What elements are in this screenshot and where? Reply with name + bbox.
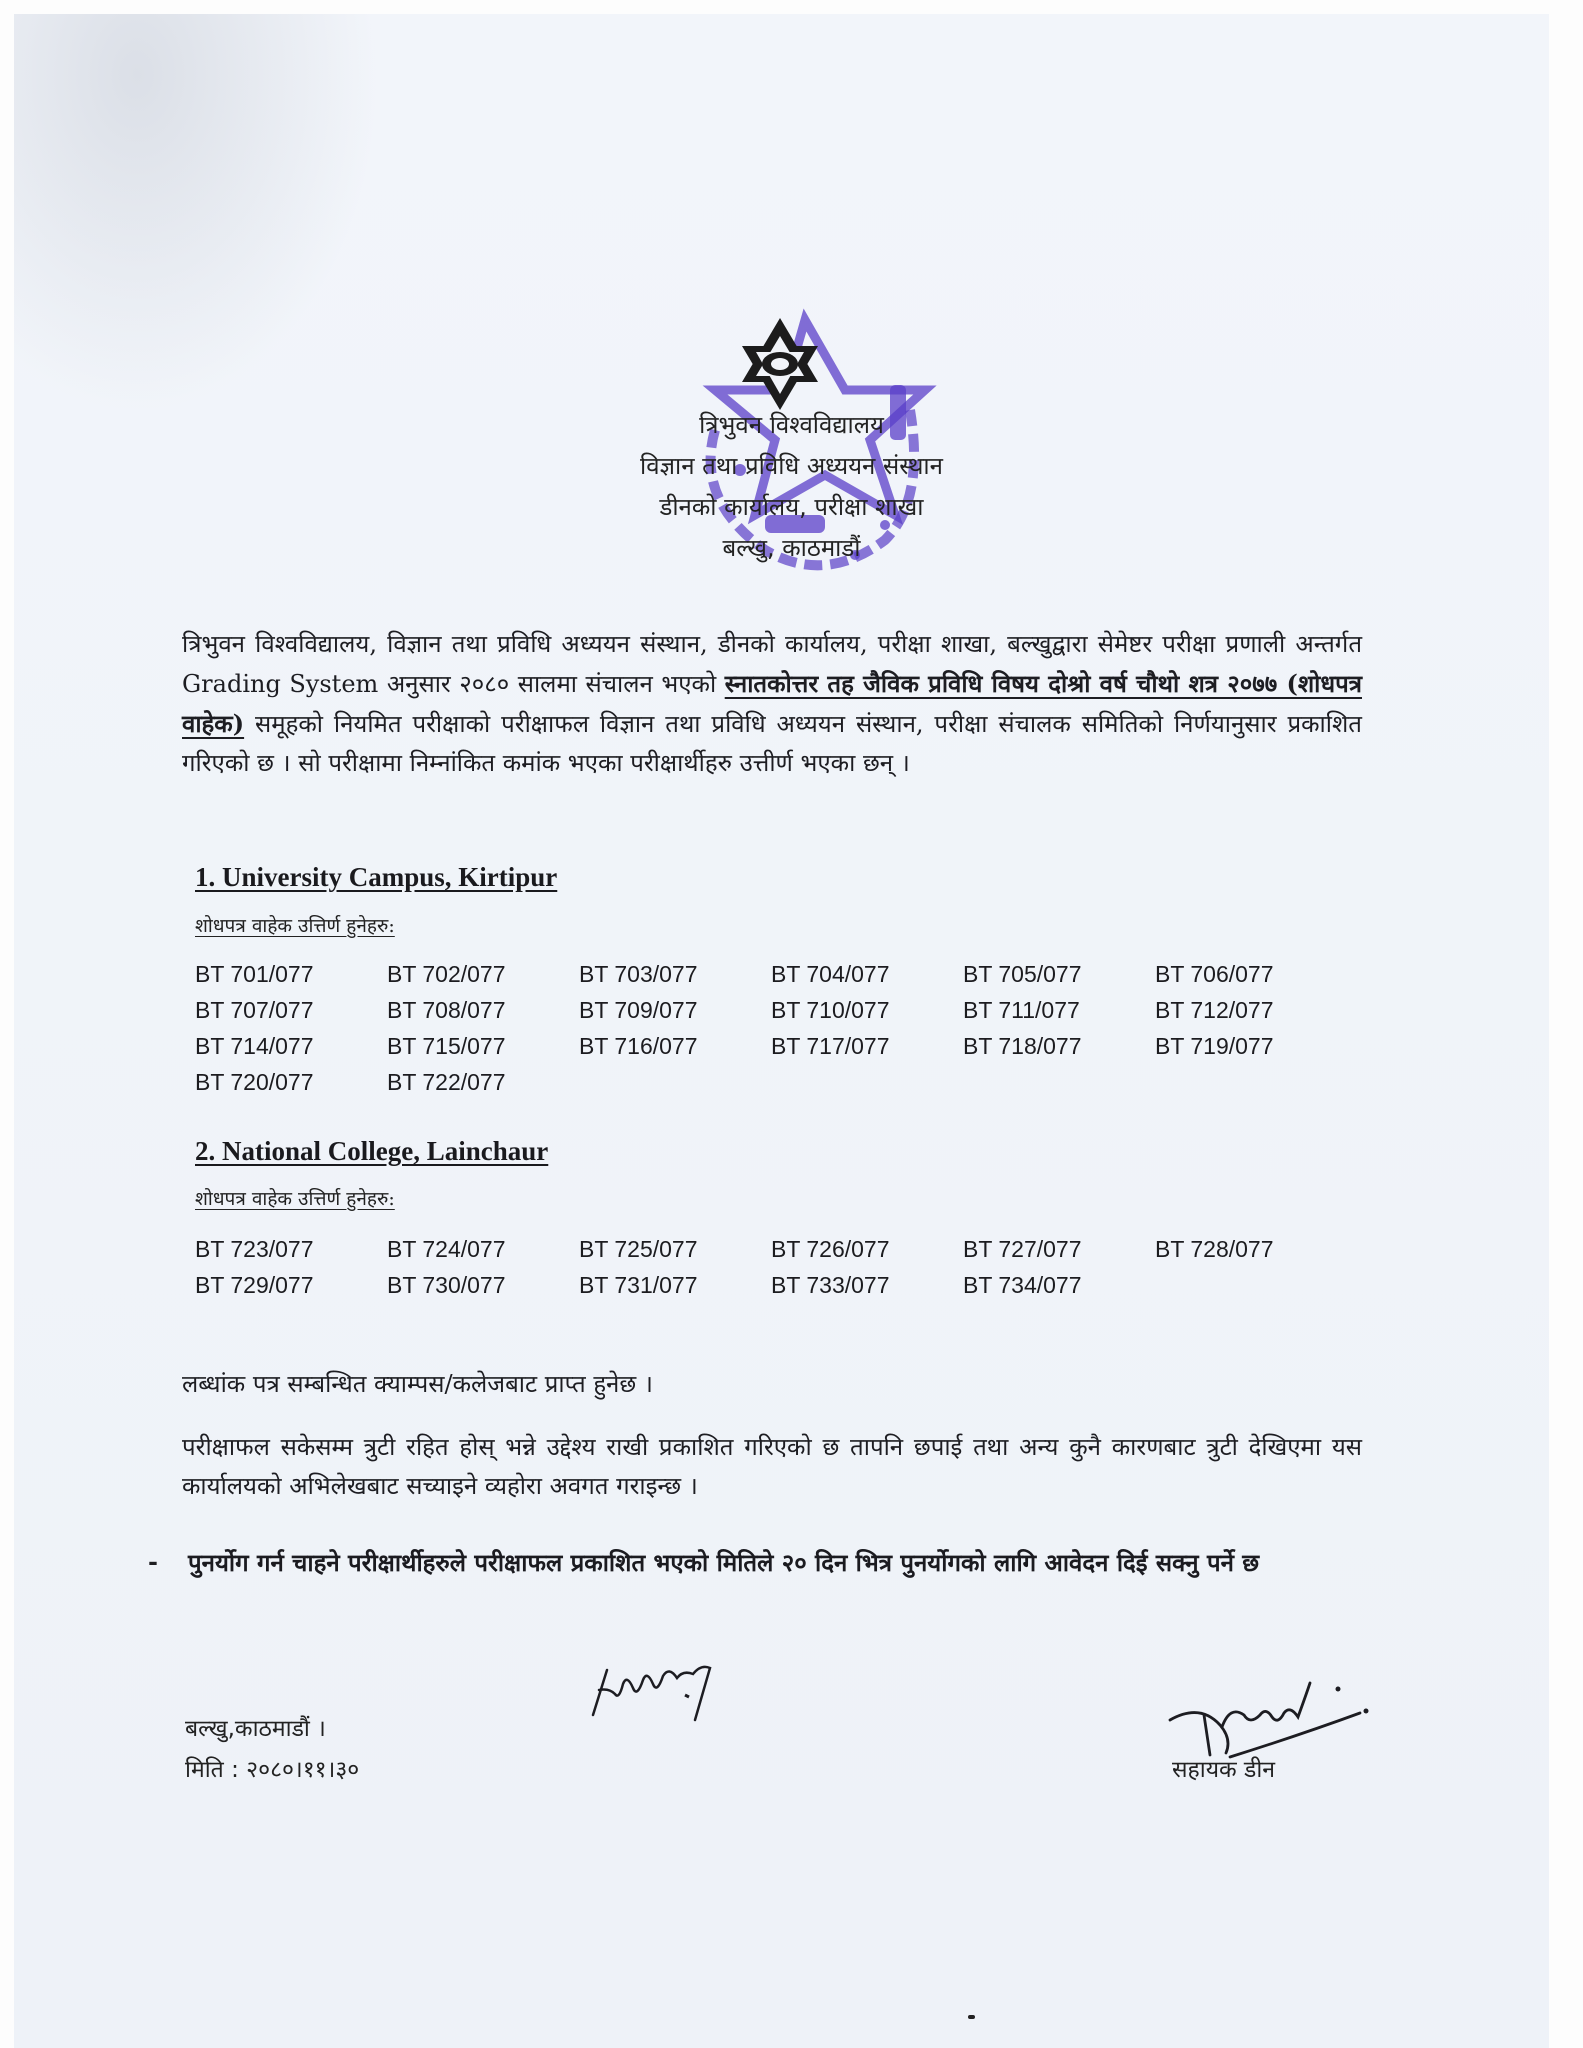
roll-number: BT 719/077	[1155, 1033, 1274, 1059]
roll-number: BT 723/077	[195, 1236, 314, 1262]
place-label: बल्खु,काठमाडौं ।	[185, 1716, 326, 1742]
roll-number: BT 727/077	[963, 1236, 1082, 1262]
roll-number: BT 717/077	[771, 1033, 890, 1059]
roll-number: BT 728/077	[1155, 1236, 1274, 1262]
roll-number: BT 706/077	[1155, 961, 1274, 987]
roll-number: BT 722/077	[387, 1069, 506, 1095]
roll-number: BT 720/077	[195, 1069, 314, 1095]
roll-number: BT 710/077	[771, 997, 890, 1023]
roll-number: BT 724/077	[387, 1236, 506, 1262]
header-university: त्रिभुवन विश्वविद्यालय	[699, 411, 884, 439]
section-title-national-college: 2. National College, Lainchaur	[195, 1136, 549, 1166]
intro-text-2: समूहको नियमित परीक्षाको परीक्षाफल विज्ञान तथा प्रविधि अध्ययन संस्थान, परीक्षा संचालक समितिको निर्णयानुसार प्रकाशित गरिएको छ । सो परीक्षामा निम्नांकित कमांक भएका परीक्षार्थीहरु उत्तीर्ण भएका छन् ।	[182, 710, 1362, 777]
roll-number: BT 701/077	[195, 961, 314, 987]
scan-speck	[968, 2015, 975, 2019]
date-label: मिति : २०८०।११।३०	[185, 1757, 360, 1783]
roll-number: BT 703/077	[579, 961, 698, 987]
header-office: डीनको कार्यालय, परीक्षा शाखा	[659, 493, 924, 521]
header-address: बल्खु, काठमाडौं	[722, 534, 861, 562]
roll-number: BT 725/077	[579, 1236, 698, 1262]
disclaimer-note: परीक्षाफल सकेसम्म त्रुटी रहित होस् भन्ने उद्देश्य राखी प्रकाशित गरिएको छ तापनि छपाई तथा अन्य कुनै कारणबाट त्रुटी देखिएमा यस कार्यालयको अभिलेखबाट सच्याइने व्यहोरा अवगत गराइन्छ ।	[182, 1433, 1362, 1500]
roll-number: BT 716/077	[579, 1033, 698, 1059]
section-subheading: शोधपत्र वाहेक उत्तिर्ण हुनेहरु:	[195, 1188, 395, 1210]
roll-number: BT 718/077	[963, 1033, 1082, 1059]
roll-number: BT 734/077	[963, 1272, 1082, 1298]
roll-list-national-college	[195, 1235, 1345, 1299]
intro-paragraph	[182, 625, 1362, 783]
signatory-title: सहायक डीन	[1172, 1757, 1276, 1783]
roll-number: BT 733/077	[771, 1272, 890, 1298]
roll-number: BT 708/077	[387, 997, 506, 1023]
bullet-dash: -	[148, 1547, 158, 1576]
roll-number: BT 707/077	[195, 997, 314, 1023]
retotal-note: पुनर्योग गर्न चाहने परीक्षार्थीहरुले परीक्षाफल प्रकाशित भएको मितिले २० दिन भित्र पुनर्योगको लागि आवेदन दिई सक्नु पर्ने छ	[188, 1548, 1260, 1577]
initials-signature-icon	[585, 1650, 735, 1725]
roll-number: BT 726/077	[771, 1236, 890, 1262]
marksheet-note: लब्धांक पत्र सम्बन्धित क्याम्पस/कलेजबाट प्राप्त हुनेछ ।	[182, 1370, 653, 1398]
roll-number: BT 709/077	[579, 997, 698, 1023]
roll-number: BT 704/077	[771, 961, 890, 987]
roll-number: BT 715/077	[387, 1033, 506, 1059]
header-institute: विज्ञान तथा प्रविधि अध्ययन संस्थान	[640, 452, 943, 480]
roll-number: BT 714/077	[195, 1033, 314, 1059]
roll-number: BT 712/077	[1155, 997, 1274, 1023]
roll-number: BT 729/077	[195, 1272, 314, 1298]
roll-number: BT 702/077	[387, 961, 506, 987]
roll-list-university-campus	[195, 960, 1345, 1096]
intro-highlight: स्नातकोत्तर तह जैविक प्रविधि विषय दोश्रो वर्ष चौथो शत्र २०७७ (शोधपत्र वाहेक)	[182, 669, 1362, 738]
roll-number: BT 731/077	[579, 1272, 698, 1298]
section-subheading: शोधपत्र वाहेक उत्तिर्ण हुनेहरु:	[195, 915, 395, 937]
section-title-university-campus: 1. University Campus, Kirtipur	[195, 862, 558, 892]
roll-number: BT 730/077	[387, 1272, 506, 1298]
roll-number: BT 711/077	[963, 997, 1080, 1023]
roll-number: BT 705/077	[963, 961, 1082, 987]
intro-text-1: त्रिभुवन विश्वविद्यालय, विज्ञान तथा प्रविधि अध्ययन संस्थान, डीनको कार्यालय, परीक्षा शाखा, बल्खुद्वारा सेमेष्टर परीक्षा प्रणाली अन्तर्गत Grading System अनुसार २०८० सालमा संचालन भएको	[182, 630, 1362, 698]
